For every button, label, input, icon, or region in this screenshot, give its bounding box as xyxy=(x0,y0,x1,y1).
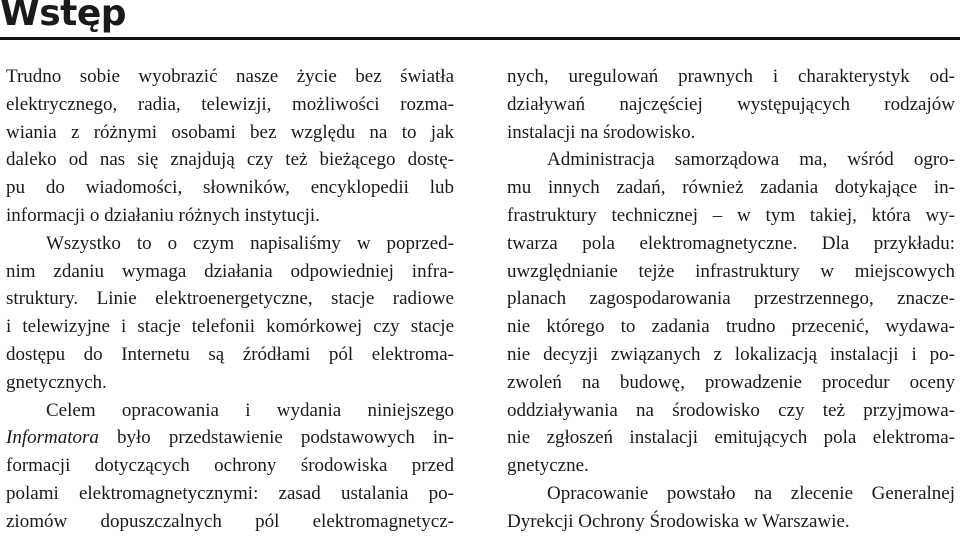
text-line: nie zgłoszeń instalacji emitujących pola elektroma- xyxy=(507,427,955,449)
text-line: Dyrekcji Ochrony Środowiska w Warszawie. xyxy=(507,510,850,532)
text-line: i telewizyjne i stacje telefonii komórkowej czy stacje xyxy=(6,316,454,338)
text-line: formacji dotyczących ochrony środowiska przed xyxy=(6,455,454,477)
text-line: instalacji na środowisko. xyxy=(507,121,696,143)
text-line: informacji o działaniu różnych instytucji. xyxy=(6,204,320,226)
italic-title: Informatora xyxy=(6,427,99,449)
text-line: Opracowanie powstało na zlecenie Generalnej xyxy=(547,482,955,504)
text-line: polami elektromagnetycznymi: zasad ustalania po- xyxy=(6,482,454,504)
text-line: Trudno sobie wyobrazić nasze życie bez światła xyxy=(6,66,454,87)
page-title: Wstęp xyxy=(0,0,127,34)
text-line: działywań najczęściej występujących rodzajów xyxy=(507,93,955,115)
text-line: twarza pola elektromagnetyczne. Dla przykładu: xyxy=(507,232,955,254)
text-line: ziomów dopuszczalnych pól elektromagnetycz- xyxy=(6,510,454,532)
text-line: struktury. Linie elektroenergetyczne, stacje radiowe xyxy=(6,288,454,310)
right-column xyxy=(507,63,955,536)
text-line-with-italic xyxy=(6,424,454,452)
text-line: frastruktury technicznej – w tym takiej, która wy- xyxy=(507,204,955,226)
text-line: nych, uregulowań prawnych i charakterystyk od- xyxy=(507,66,955,87)
text-line: gnetycznych. xyxy=(6,371,107,393)
title-rule xyxy=(0,37,960,40)
text-line: zwoleń na budowę, prowadzenie procedur oceny xyxy=(507,371,955,393)
text-line: uwzględnianie tejże infrastruktury w miejscowych xyxy=(507,260,955,282)
text-line: planach zagospodarowania przestrzennego, znacze- xyxy=(507,288,955,310)
text-line: elektrycznego, radia, telewizji, możliwości rozma- xyxy=(6,93,454,115)
text-line: dostępu do Internetu są źródłami pól elektroma- xyxy=(6,343,454,365)
text-fragment: było przedstawienie podstawowych in- xyxy=(116,427,455,449)
text-line: nie decyzji związanych z lokalizacją instalacji i po- xyxy=(507,343,955,365)
text-line: nim zdaniu wymaga działania odpowiedniej infra- xyxy=(6,260,454,282)
text-line: Celem opracowania i wydania niniejszego xyxy=(46,399,454,421)
text-line: oddziaływania na środowisko czy też przyjmowa- xyxy=(507,399,955,421)
text-line: daleko od nas się znajdują czy też bieżącego dostę- xyxy=(6,149,454,171)
text-line: nie którego to zadania trudno przecenić, wydawa- xyxy=(507,316,955,338)
left-column xyxy=(6,63,454,536)
text-line: wiania z różnymi osobami bez względu na to jak xyxy=(6,121,454,143)
text-line: pu do wiadomości, słowników, encyklopedii lub xyxy=(6,177,454,199)
text-line: mu innych zadań, również zadania dotykające in- xyxy=(507,177,955,199)
text-line: gnetyczne. xyxy=(507,455,589,477)
text-line: Administracja samorządowa ma, wśród ogro- xyxy=(547,149,955,171)
text-line: Wszystko to o czym napisaliśmy w poprzed- xyxy=(46,232,454,254)
